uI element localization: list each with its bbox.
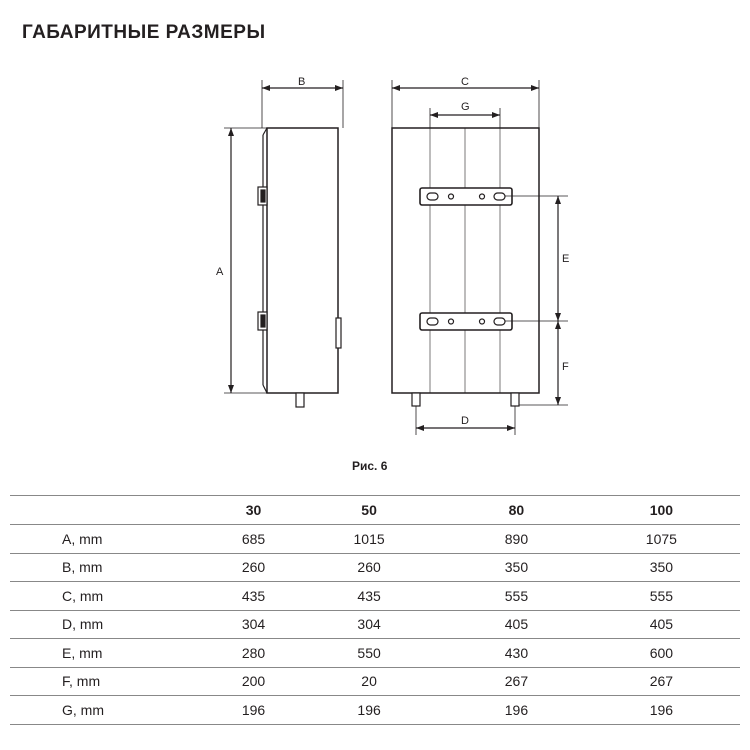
table-cell: 280 [219, 639, 288, 668]
table-cell: 196 [219, 696, 288, 725]
row-label: B, mm [10, 553, 219, 582]
table-cell: 350 [450, 553, 583, 582]
table-cell: 600 [583, 639, 740, 668]
dimensions-table [10, 495, 740, 725]
header-empty [10, 496, 219, 525]
page-title: ГАБАРИТНЫЕ РАЗМЕРЫ [22, 22, 266, 43]
table-cell: 890 [450, 525, 583, 554]
table-cell: 405 [450, 610, 583, 639]
table-row [10, 667, 740, 696]
row-label: A, mm [10, 525, 219, 554]
table-row [10, 610, 740, 639]
column-header: 50 [288, 496, 450, 525]
table-cell: 1015 [288, 525, 450, 554]
dim-label-a: A [216, 266, 224, 278]
table-cell: 555 [583, 582, 740, 611]
table-cell: 304 [219, 610, 288, 639]
table-cell: 435 [288, 582, 450, 611]
control-knob [336, 318, 341, 348]
table-cell: 267 [583, 667, 740, 696]
table-cell: 550 [288, 639, 450, 668]
row-label: E, mm [10, 639, 219, 668]
table-cell: 260 [219, 553, 288, 582]
row-label: D, mm [10, 610, 219, 639]
row-label: G, mm [10, 696, 219, 725]
table-header-row [10, 496, 740, 525]
table-cell: 196 [450, 696, 583, 725]
table-cell: 196 [583, 696, 740, 725]
table-row [10, 639, 740, 668]
table-cell: 200 [219, 667, 288, 696]
dim-label-f: F [562, 361, 569, 373]
column-header: 100 [583, 496, 740, 525]
table-cell: 267 [450, 667, 583, 696]
table-cell: 350 [583, 553, 740, 582]
dim-label-g: G [461, 101, 470, 113]
table-row [10, 582, 740, 611]
table-row [10, 553, 740, 582]
table-cell: 20 [288, 667, 450, 696]
table-cell: 405 [583, 610, 740, 639]
dim-label-d: D [461, 415, 469, 427]
side-view-body [267, 128, 338, 393]
column-header: 80 [450, 496, 583, 525]
side-pipe [296, 393, 304, 407]
lower-mounting-bracket [420, 313, 512, 330]
table-cell: 196 [288, 696, 450, 725]
table-cell: 435 [219, 582, 288, 611]
table-cell: 430 [450, 639, 583, 668]
outlet-pipe [511, 393, 519, 406]
table-cell: 555 [450, 582, 583, 611]
table-row [10, 696, 740, 725]
table-cell: 304 [288, 610, 450, 639]
table-cell: 260 [288, 553, 450, 582]
row-label: F, mm [10, 667, 219, 696]
dim-label-b: B [298, 76, 306, 88]
dim-label-e: E [562, 253, 570, 265]
upper-mounting-bracket [420, 188, 512, 205]
dim-label-c: C [461, 76, 469, 88]
column-header: 30 [219, 496, 288, 525]
inlet-pipe [412, 393, 420, 406]
table-cell: 685 [219, 525, 288, 554]
row-label: C, mm [10, 582, 219, 611]
figure-caption: Рис. 6 [352, 459, 388, 473]
table-row [10, 525, 740, 554]
table-cell: 1075 [583, 525, 740, 554]
back-view-body [392, 128, 539, 393]
